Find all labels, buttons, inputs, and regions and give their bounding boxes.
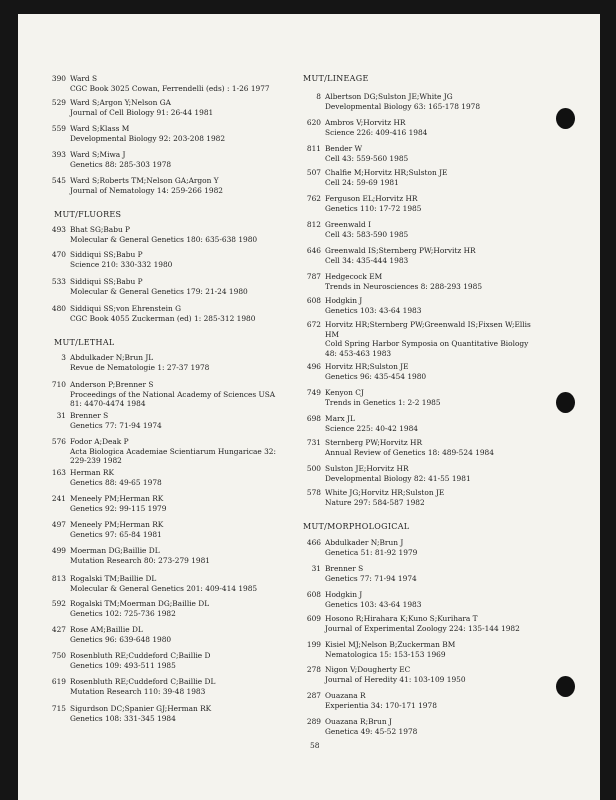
reference-citation: HM <box>325 329 340 339</box>
reference-number: 578 <box>306 488 321 497</box>
reference-citation: Genetics 109: 493-511 1985 <box>70 660 176 670</box>
reference-number: 199 <box>306 640 321 649</box>
reference-number: 731 <box>306 438 321 447</box>
reference-citation: Genetics 77: 71-94 1974 <box>325 573 417 583</box>
reference-authors: Hodgkin J <box>325 590 363 599</box>
reference-citation: Cell 34: 435-444 1983 <box>325 255 409 265</box>
binder-hole <box>556 676 575 697</box>
reference-citation: Revue de Nematologie 1: 27-37 1978 <box>70 362 210 372</box>
reference-citation: Experientia 34: 170-171 1978 <box>325 700 437 710</box>
reference-authors: Siddiqui SS;von Ehrenstein G <box>70 304 182 313</box>
reference-authors: Meneely PM;Herman RK <box>70 494 164 503</box>
section-heading: MUT/LINEAGE <box>303 74 369 83</box>
reference-citation: Cold Spring Harbor Symposia on Quantitative Biology <box>325 339 529 348</box>
reference-number: 529 <box>51 98 66 107</box>
reference-number: 812 <box>306 220 321 229</box>
reference-authors: Sternberg PW;Horvitz HR <box>325 438 423 447</box>
reference-number: 31 <box>56 411 66 420</box>
reference-authors: Kisiel MJ;Nelson B;Zuckerman BM <box>325 640 456 649</box>
reference-authors: Greenwald IS;Sternberg PW;Horvitz HR <box>325 246 476 255</box>
reference-citation: 81: 4470-4474 1984 <box>70 399 146 408</box>
binder-hole <box>556 108 575 129</box>
page-number: 58 <box>310 741 320 750</box>
section-heading: MUT/LETHAL <box>54 338 115 347</box>
reference-authors: Rose AM;Baillie DL <box>70 625 143 634</box>
reference-number: 811 <box>306 144 321 153</box>
reference-authors: Herman RK <box>70 468 114 477</box>
reference-number: 592 <box>51 599 66 608</box>
reference-authors: Ferguson EL;Horvitz HR <box>325 194 418 203</box>
reference-authors: Ouazana R;Brun J <box>325 717 392 726</box>
reference-number: 241 <box>51 494 66 503</box>
reference-citation: 48: 453-463 1983 <box>325 348 392 358</box>
reference-citation: Nematologica 15: 153-153 1969 <box>325 649 446 659</box>
reference-number: 559 <box>51 124 66 133</box>
reference-citation: Developmental Biology 82: 41-55 1981 <box>325 473 471 483</box>
reference-citation: Nature 297: 584-587 1982 <box>325 497 425 507</box>
reference-number: 493 <box>51 225 66 234</box>
reference-number: 427 <box>51 625 66 634</box>
reference-authors: Ward S;Miwa J <box>70 150 126 159</box>
reference-number: 646 <box>306 246 321 255</box>
reference-authors: Ward S <box>70 74 98 83</box>
reference-authors: Ward S;Klass M <box>70 124 130 133</box>
reference-number: 497 <box>51 520 66 529</box>
reference-authors: Fodor A;Deak P <box>70 437 129 446</box>
reference-citation: Mutation Research 110: 39-48 1983 <box>70 686 206 696</box>
reference-citation: Science 226: 409-416 1984 <box>325 127 428 137</box>
reference-citation: Trends in Genetics 1: 2-2 1985 <box>325 397 441 407</box>
reference-authors: Horvitz HR;Sternberg PW;Greenwald IS;Fixsen W;Ellis <box>325 320 531 329</box>
reference-number: 787 <box>306 272 321 281</box>
reference-number: 672 <box>306 320 321 329</box>
reference-citation: Molecular & General Genetics 179: 21-24 1980 <box>70 286 248 296</box>
reference-number: 393 <box>51 150 66 159</box>
reference-authors: Hodgkin J <box>325 296 363 305</box>
reference-citation: Genetics 108: 331-345 1984 <box>70 713 176 723</box>
reference-citation: Genetica 51: 81-92 1979 <box>325 547 418 557</box>
reference-citation: CGC Book 3025 Cowan, Ferrendelli (eds) : 1-26 1977 <box>70 83 270 93</box>
reference-authors: Hosono R;Hirahara K;Kuno S;Kurihara T <box>325 614 478 623</box>
reference-number: 620 <box>306 118 321 127</box>
reference-number: 499 <box>51 546 66 555</box>
reference-authors: Sulston JE;Horvitz HR <box>325 464 409 473</box>
reference-authors: Meneely PM;Herman RK <box>70 520 164 529</box>
reference-number: 619 <box>51 677 66 686</box>
reference-authors: Moerman DG;Baillie DL <box>70 546 160 555</box>
reference-citation: Annual Review of Genetics 18: 489-524 1984 <box>325 447 494 457</box>
reference-citation: 229-239 1982 <box>70 456 122 465</box>
reference-authors: Ouazana R <box>325 691 366 700</box>
reference-citation: Genetics 96: 639-648 1980 <box>70 634 172 644</box>
section-heading: MUT/FLUORES <box>54 210 122 219</box>
reference-citation: Journal of Nematology 14: 259-266 1982 <box>70 185 223 195</box>
reference-citation: Science 225: 40-42 1984 <box>325 423 418 433</box>
reference-authors: Bender W <box>325 144 363 153</box>
reference-number: 750 <box>51 651 66 660</box>
reference-authors: Marx JL <box>325 414 355 423</box>
reference-citation: Trends in Neurosciences 8: 288-293 1985 <box>325 281 483 291</box>
reference-authors: Greenwald I <box>325 220 372 229</box>
document-page <box>18 14 600 800</box>
reference-citation: Genetics 92: 99-115 1979 <box>70 503 167 513</box>
reference-number: 813 <box>51 574 66 583</box>
reference-authors: Hedgecock EM <box>325 272 383 281</box>
reference-number: 609 <box>306 614 321 623</box>
reference-citation: Proceedings of the National Academy of Sciences USA <box>70 389 276 399</box>
reference-number: 762 <box>306 194 321 203</box>
reference-citation: Acta Biologica Academiae Scientiarum Hungaricae 32: <box>70 446 276 456</box>
reference-number: 500 <box>306 464 321 473</box>
reference-number: 576 <box>51 437 66 446</box>
reference-citation: Genetics 102: 725-736 1982 <box>70 608 176 618</box>
reference-number: 466 <box>306 538 321 547</box>
reference-authors: Ward S;Roberts TM;Nelson GA;Argon Y <box>70 176 219 185</box>
reference-citation: Genetica 49: 45-52 1978 <box>325 726 418 736</box>
reference-number: 749 <box>306 388 321 397</box>
reference-number: 480 <box>51 304 66 313</box>
reference-citation: Cell 43: 559-560 1985 <box>325 153 409 163</box>
reference-authors: Brenner S <box>325 564 364 573</box>
reference-citation: Developmental Biology 63: 165-178 1978 <box>325 101 481 111</box>
section-heading: MUT/MORPHOLOGICAL <box>303 522 410 531</box>
reference-authors: Albertson DG;Sulston JE;White JG <box>325 92 453 101</box>
reference-number: 545 <box>51 176 66 185</box>
reference-citation: Genetics 103: 43-64 1983 <box>325 599 422 609</box>
reference-authors: Ward S;Argon Y;Nelson GA <box>70 98 171 107</box>
reference-authors: Chalfie M;Horvitz HR;Sulston JE <box>325 168 448 177</box>
reference-citation: Developmental Biology 92: 203-208 1982 <box>70 133 226 143</box>
reference-authors: Rosenbluth RE;Cuddeford C;Baillie DL <box>70 677 216 686</box>
reference-authors: Bhat SG;Babu P <box>70 225 131 234</box>
reference-authors: Sigurdson DC;Spanier GJ;Herman RK <box>70 704 212 713</box>
reference-number: 533 <box>51 277 66 286</box>
reference-citation: Cell 24: 59-69 1981 <box>325 177 399 187</box>
reference-citation: Molecular & General Genetics 201: 409-414 1985 <box>70 583 258 593</box>
reference-number: 390 <box>51 74 66 83</box>
reference-number: 31 <box>311 564 321 573</box>
reference-authors: Siddiqui SS;Babu P <box>70 277 143 286</box>
reference-number: 507 <box>306 168 321 177</box>
reference-number: 715 <box>51 704 66 713</box>
reference-citation: Genetics 97: 65-84 1981 <box>70 529 162 539</box>
reference-authors: Abdulkader N;Brun JL <box>70 353 154 362</box>
reference-citation: Journal of Heredity 41: 103-109 1950 <box>325 674 466 684</box>
reference-number: 496 <box>306 362 321 371</box>
reference-number: 608 <box>306 590 321 599</box>
reference-authors: Horvitz HR;Sulston JE <box>325 362 409 371</box>
reference-citation: Genetics 88: 285-303 1978 <box>70 159 172 169</box>
reference-number: 8 <box>316 92 321 101</box>
reference-citation: Genetics 110: 17-72 1985 <box>325 203 422 213</box>
reference-number: 278 <box>306 665 321 674</box>
reference-number: 698 <box>306 414 321 423</box>
binder-hole <box>556 392 575 413</box>
reference-citation: Genetics 77: 71-94 1974 <box>70 420 162 430</box>
reference-authors: Abdulkader N;Brun J <box>325 538 404 547</box>
reference-citation: Genetics 103: 43-64 1983 <box>325 305 422 315</box>
reference-authors: Kenyon CJ <box>325 388 364 397</box>
reference-number: 3 <box>61 353 66 362</box>
reference-number: 710 <box>51 380 66 389</box>
reference-number: 608 <box>306 296 321 305</box>
reference-authors: Ambros V;Horvitz HR <box>325 118 406 127</box>
reference-citation: Journal of Experimental Zoology 224: 135-144 1982 <box>325 623 520 633</box>
reference-authors: Nigon V;Dougherty EC <box>325 665 411 674</box>
reference-citation: Genetics 88: 49-65 1978 <box>70 477 162 487</box>
reference-authors: Rogalski TM;Baillie DL <box>70 574 157 583</box>
reference-authors: Siddiqui SS;Babu P <box>70 250 143 259</box>
reference-citation: Journal of Cell Biology 91: 26-44 1981 <box>70 107 214 117</box>
reference-authors: White JG;Horvitz HR;Sulston JE <box>325 488 445 497</box>
reference-authors: Rosenbluth RE;Cuddeford C;Baillie D <box>70 651 211 660</box>
reference-number: 470 <box>51 250 66 259</box>
reference-citation: Genetics 96: 435-454 1980 <box>325 371 427 381</box>
reference-authors: Brenner S <box>70 411 109 420</box>
reference-authors: Rogalski TM;Moerman DG;Baillie DL <box>70 599 210 608</box>
reference-number: 289 <box>306 717 321 726</box>
reference-citation: Mutation Research 80: 273-279 1981 <box>70 555 210 565</box>
reference-citation: CGC Book 4055 Zuckerman (ed) 1: 285-312 1980 <box>70 313 256 323</box>
reference-citation: Science 210: 330-332 1980 <box>70 259 173 269</box>
reference-number: 287 <box>306 691 321 700</box>
reference-citation: Cell 43: 583-590 1985 <box>325 229 409 239</box>
reference-number: 163 <box>51 468 66 477</box>
reference-authors: Anderson P;Brenner S <box>70 380 154 389</box>
reference-citation: Molecular & General Genetics 180: 635-638 1980 <box>70 234 258 244</box>
